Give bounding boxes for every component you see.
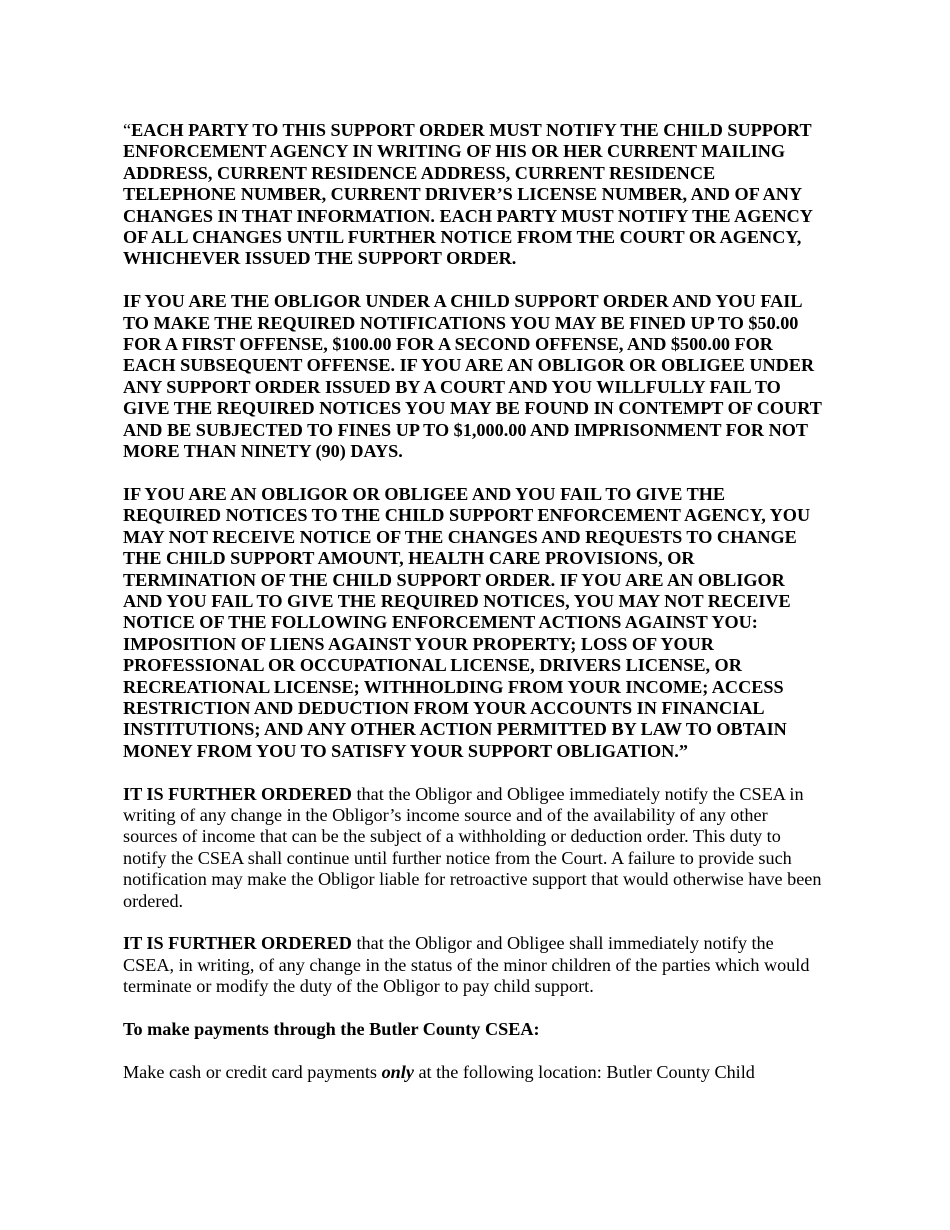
further-ordered-text-2: that the Obligor and Obligee shall immediately notify the CSEA, in writing, of any change in the status of the minor children of the parties which would terminate or modify the duty of the Obligor to pay child support. xyxy=(123,933,810,997)
further-ordered-children-paragraph xyxy=(123,933,823,997)
payments-paragraph xyxy=(123,1062,823,1083)
payments-text-after: at the following location: Butler County Child xyxy=(413,1061,755,1082)
payments-emphasis: only xyxy=(381,1061,414,1082)
further-ordered-lead-2: IT IS FURTHER ORDERED xyxy=(123,933,352,954)
further-ordered-text-1: that the Obligor and Obligee immediately notify the CSEA in writing of any change in the Obligor’s income source and of the availability of any other sources of income that can be the subject of a withholding or deduction order. This duty to notify the CSEA shall continue until further notice from the Court. A failure to provide such notification may make the Obligor liable for retroactive support that would otherwise have been ordered. xyxy=(123,783,822,911)
notice-paragraph-1 xyxy=(123,120,823,270)
further-ordered-lead-1: IT IS FURTHER ORDERED xyxy=(123,783,352,804)
payments-text-before: Make cash or credit card payments xyxy=(123,1061,382,1082)
document-page xyxy=(123,120,823,1105)
notice-paragraph-2: IF YOU ARE THE OBLIGOR UNDER A CHILD SUPPORT ORDER AND YOU FAIL TO MAKE THE REQUIRED NOTIFICATIONS YOU MAY BE FINED UP TO $50.00 FOR A FIRST OFFENSE, $100.00 FOR A SECOND OFFENSE, AND $500.00 FOR EACH SUBSEQUENT OFFENSE. IF YOU ARE AN OBLIGOR OR OBLIGEE UNDER ANY SUPPORT ORDER ISSUED BY A COURT AND YOU WILLFULLY FAIL TO GIVE THE REQUIRED NOTICES YOU MAY BE FOUND IN CONTEMPT OF COURT AND BE SUBJECTED TO FINES UP TO $1,000.00 AND IMPRISONMENT FOR NOT MORE THAN NINETY (90) DAYS. xyxy=(123,291,822,462)
notice-paragraph-3: IF YOU ARE AN OBLIGOR OR OBLIGEE AND YOU FAIL TO GIVE THE REQUIRED NOTICES TO THE CHILD SUPPORT ENFORCEMENT AGENCY, YOU MAY NOT RECEIVE NOTICE OF THE CHANGES AND REQUESTS TO CHANGE THE CHILD SUPPORT AMOUNT, HEALTH CARE PROVISIONS, OR TERMINATION OF THE CHILD SUPPORT ORDER. IF YOU ARE AN OBLIGOR AND YOU FAIL TO GIVE THE REQUIRED NOTICES, YOU MAY NOT RECEIVE NOTICE OF THE FOLLOWING ENFORCEMENT ACTIONS AGAINST YOU: IMPOSITION OF LIENS AGAINST YOUR PROPERTY; LOSS OF YOUR PROFESSIONAL OR OCCUPATIONAL LICENSE, DRIVERS LICENSE, OR RECREATIONAL LICENSE; WITHHOLDING FROM YOUR INCOME; ACCESS RESTRICTION AND DEDUCTION FROM YOUR ACCOUNTS IN FINANCIAL INSTITUTIONS; AND ANY OTHER ACTION PERMITTED BY LAW TO OBTAIN MONEY FROM YOU TO SATISFY YOUR SUPPORT OBLIGATION.” xyxy=(123,483,811,761)
payments-heading: To make payments through the Butler County CSEA: xyxy=(123,1018,540,1039)
further-ordered-income-paragraph xyxy=(123,784,823,912)
notice-paragraph-1-text: EACH PARTY TO THIS SUPPORT ORDER MUST NOTIFY THE CHILD SUPPORT ENFORCEMENT AGENCY IN WRITING OF HIS OR HER CURRENT MAILING ADDRESS, CURRENT RESIDENCE ADDRESS, CURRENT RESIDENCE TELEPHONE NUMBER, CURRENT DRIVER’S LICENSE NUMBER, AND OF ANY CHANGES IN THAT INFORMATION. EACH PARTY MUST NOTIFY THE AGENCY OF ALL CHANGES UNTIL FURTHER NOTICE FROM THE COURT OR AGENCY, WHICHEVER ISSUED THE SUPPORT ORDER. xyxy=(123,120,813,269)
opening-quote: “ xyxy=(123,120,132,140)
